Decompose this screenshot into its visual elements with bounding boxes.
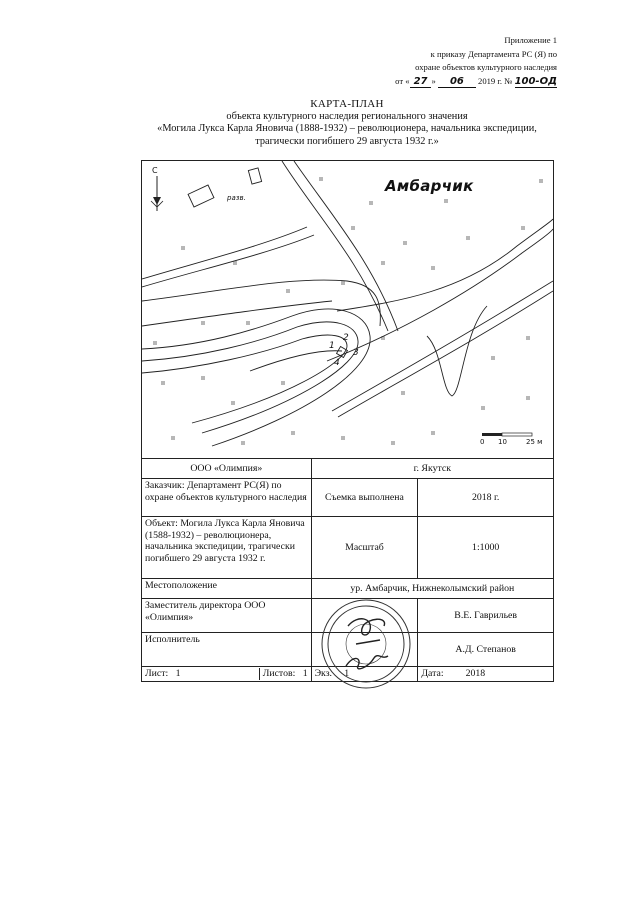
scale-label-0: 0 xyxy=(480,438,485,446)
object-cell: Объект: Могила Лукса Карла Яновича (1588-1932) – революционера, начальника экспедиции, трагически погибшего 29 августа 1932 г. xyxy=(142,517,312,579)
sheet-footer-cell xyxy=(142,667,312,682)
location-value-cell: ур. Амбарчик, Нижнеколымский район xyxy=(311,579,553,599)
contour-b xyxy=(142,301,332,326)
object-name-line-1: «Могила Лукса Карла Яновича (1888-1932) – революционера, начальника экспедиции, xyxy=(157,123,537,134)
scale-label-cell: Масштаб xyxy=(311,517,418,579)
road-lower-1 xyxy=(332,281,553,411)
sheet-label: Лист: xyxy=(145,668,169,679)
map-plan xyxy=(141,160,554,459)
razv-label: разв. xyxy=(227,194,246,202)
order-number: 100-ОД xyxy=(514,75,557,87)
road-upper-line-2 xyxy=(142,235,314,287)
road-lower-2 xyxy=(338,291,553,417)
grave-number-4: 4 xyxy=(334,358,340,368)
ridge-line-1 xyxy=(337,219,553,311)
date-month: 06 xyxy=(438,76,476,88)
doc-subtitle: объекта культурного наследия регионального значения xyxy=(226,110,468,122)
appendix-header xyxy=(317,34,557,88)
road-diagonal-2 xyxy=(294,161,398,331)
appendix-line-3: охране объектов культурного наследия xyxy=(415,62,557,72)
date-label: Дата: xyxy=(421,668,444,679)
appendix-line-1: Приложение 1 xyxy=(504,35,557,45)
contour-hill-3 xyxy=(142,335,347,423)
copy-value: 1 xyxy=(344,668,350,679)
date-value: 2018 xyxy=(465,668,486,679)
sheets-value: 1 xyxy=(302,668,308,679)
scale-bar xyxy=(482,433,532,436)
date-prefix: от « xyxy=(395,75,410,86)
contour-hill-1 xyxy=(142,309,370,446)
city-cell: г. Якутск xyxy=(311,459,553,479)
location-label-cell: Местоположение xyxy=(142,579,312,599)
vegetation-marks xyxy=(154,177,542,445)
survey-label-cell: Съемка выполнена xyxy=(311,479,418,517)
grave-number-3: 3 xyxy=(353,348,359,358)
building-top xyxy=(248,168,261,184)
executor-name-cell: А.Д. Степанов xyxy=(418,633,554,667)
scale-label-25: 25 м xyxy=(526,438,543,446)
official-stamp-icon xyxy=(318,596,414,692)
copy-label: Экз. xyxy=(314,668,333,679)
north-arrow-icon xyxy=(151,176,163,211)
scale-value-cell: 1:1000 xyxy=(418,517,554,579)
sheets-label: Листов: xyxy=(262,668,296,679)
scale-label-10: 10 xyxy=(498,438,507,446)
contour-a xyxy=(142,280,380,326)
signature-scribble xyxy=(346,619,388,669)
road-upper-line-1 xyxy=(142,227,307,279)
date-year: 2019 г. № xyxy=(478,75,513,86)
executor-label-cell: Исполнитель xyxy=(142,633,312,667)
org-cell: ООО «Олимпия» xyxy=(142,459,312,479)
ridge-line-2 xyxy=(327,229,553,361)
deputy-label-cell: Заместитель директора ООО «Олимпия» xyxy=(142,599,312,633)
date-mid: » xyxy=(431,75,436,86)
appendix-date-line xyxy=(317,75,557,89)
building-left xyxy=(188,185,214,207)
customer-cell: Заказчик: Департамент РС(Я) по охране объектов культурного наследия xyxy=(142,479,312,517)
grave-number-2: 2 xyxy=(343,333,349,343)
north-letter: С xyxy=(152,166,158,175)
contour-hill-2 xyxy=(142,322,358,433)
doc-title: КАРТА-ПЛАН xyxy=(310,98,384,110)
survey-year-cell: 2018 г. xyxy=(418,479,554,517)
deputy-name-cell: В.Е. Гаврильев xyxy=(418,599,554,633)
sheet-value: 1 xyxy=(175,668,181,679)
object-name-line-2: трагически погибшего 29 августа 1932 г.» xyxy=(255,135,439,147)
place-name-label: Амбарчик xyxy=(385,177,474,195)
grave-number-1: 1 xyxy=(329,341,335,351)
date-day: 27 xyxy=(410,76,432,88)
appendix-line-2: к приказу Департамента РС (Я) по xyxy=(430,48,557,59)
title-block xyxy=(142,98,552,148)
map-drawing xyxy=(142,161,553,458)
date-footer-cell xyxy=(418,667,554,682)
